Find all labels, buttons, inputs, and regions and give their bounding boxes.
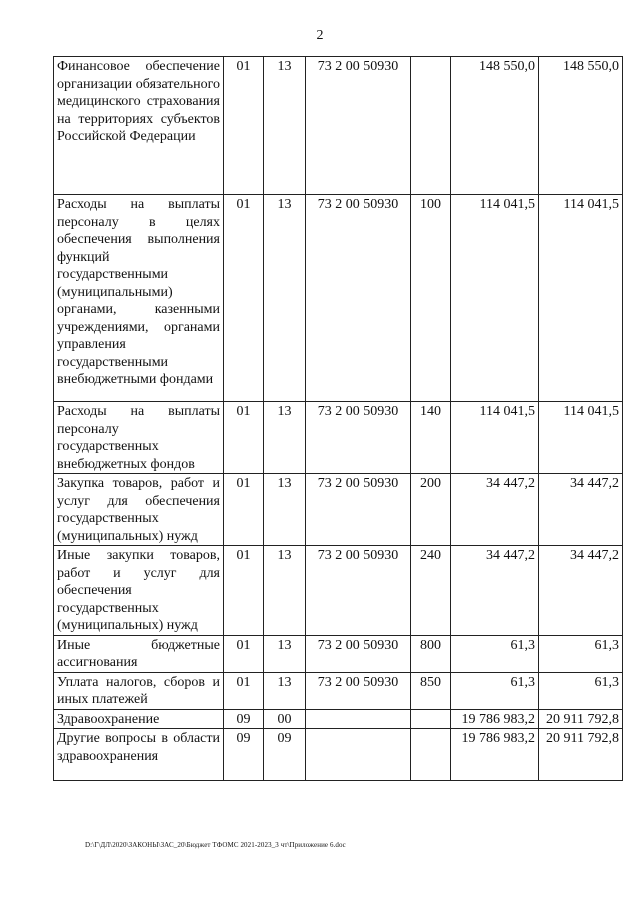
amount-year-1: 34 447,2 xyxy=(451,474,539,546)
target-article-code: 73 2 00 50930 xyxy=(306,635,411,672)
expense-type-code xyxy=(411,57,451,195)
table-row xyxy=(54,729,623,781)
target-article-code: 73 2 00 50930 xyxy=(306,57,411,195)
expense-type-code: 140 xyxy=(411,402,451,474)
subsection-code: 09 xyxy=(264,729,306,781)
amount-year-2: 20 911 792,8 xyxy=(539,729,623,781)
row-name: Уплата налогов, сборов и иных платежей xyxy=(54,672,224,709)
amount-year-2: 114 041,5 xyxy=(539,402,623,474)
expense-type-code: 800 xyxy=(411,635,451,672)
row-name: Иные закупки товаров, работ и услуг для обеспечения государственных (муниципальных) нужд xyxy=(54,546,224,636)
file-path-footer: D:\Г\ДЛ\2020\ЗАКОНЫ\ЗАС_20\Бюджет ТФОМС 2021-2023_3 чт\Приложение 6.doc xyxy=(85,841,346,849)
row-name: Финансовое обеспечение организации обязательного медицинского страхования на территориях субъектов Российской Федерации xyxy=(54,57,224,195)
expense-type-code: 850 xyxy=(411,672,451,709)
expense-type-code: 200 xyxy=(411,474,451,546)
table-row xyxy=(54,195,623,402)
subsection-code: 13 xyxy=(264,474,306,546)
section-code: 01 xyxy=(224,474,264,546)
subsection-code: 13 xyxy=(264,57,306,195)
amount-year-1: 61,3 xyxy=(451,672,539,709)
page-number: 2 xyxy=(316,28,324,43)
target-article-code: 73 2 00 50930 xyxy=(306,474,411,546)
table-row xyxy=(54,402,623,474)
row-name: Расходы на выплаты персоналу государственных внебюджетных фондов xyxy=(54,402,224,474)
subsection-code: 00 xyxy=(264,709,306,729)
amount-year-1: 61,3 xyxy=(451,635,539,672)
subsection-code: 13 xyxy=(264,402,306,474)
target-article-code: 73 2 00 50930 xyxy=(306,672,411,709)
expense-type-code xyxy=(411,729,451,781)
amount-year-2: 34 447,2 xyxy=(539,474,623,546)
section-code: 01 xyxy=(224,672,264,709)
table-row xyxy=(54,546,623,636)
row-name: Иные бюджетные ассигнования xyxy=(54,635,224,672)
target-article-code: 73 2 00 50930 xyxy=(306,546,411,636)
target-article-code: 73 2 00 50930 xyxy=(306,195,411,402)
section-code: 01 xyxy=(224,402,264,474)
amount-year-1: 19 786 983,2 xyxy=(451,729,539,781)
table-row xyxy=(54,709,623,729)
subsection-code: 13 xyxy=(264,195,306,402)
amount-year-1: 19 786 983,2 xyxy=(451,709,539,729)
amount-year-2: 61,3 xyxy=(539,635,623,672)
expense-type-code: 100 xyxy=(411,195,451,402)
section-code: 01 xyxy=(224,195,264,402)
row-name: Расходы на выплаты персоналу в целях обеспечения выполнения функций государственными (муниципальными) органами, казенными учреждениями, органами управления государственными внебюджетными фондами xyxy=(54,195,224,402)
amount-year-1: 114 041,5 xyxy=(451,402,539,474)
amount-year-2: 148 550,0 xyxy=(539,57,623,195)
row-name: Здравоохранение xyxy=(54,709,224,729)
section-code: 09 xyxy=(224,729,264,781)
target-article-code xyxy=(306,709,411,729)
section-code: 01 xyxy=(224,57,264,195)
amount-year-2: 114 041,5 xyxy=(539,195,623,402)
section-code: 01 xyxy=(224,635,264,672)
amount-year-2: 34 447,2 xyxy=(539,546,623,636)
table-row xyxy=(54,672,623,709)
subsection-code: 13 xyxy=(264,635,306,672)
table-row xyxy=(54,57,623,195)
amount-year-1: 34 447,2 xyxy=(451,546,539,636)
table-row xyxy=(54,635,623,672)
amount-year-2: 61,3 xyxy=(539,672,623,709)
target-article-code xyxy=(306,729,411,781)
expense-type-code: 240 xyxy=(411,546,451,636)
section-code: 09 xyxy=(224,709,264,729)
amount-year-1: 114 041,5 xyxy=(451,195,539,402)
section-code: 01 xyxy=(224,546,264,636)
row-name: Закупка товаров, работ и услуг для обеспечения государственных (муниципальных) нужд xyxy=(54,474,224,546)
subsection-code: 13 xyxy=(264,672,306,709)
amount-year-2: 20 911 792,8 xyxy=(539,709,623,729)
row-name: Другие вопросы в области здравоохранения xyxy=(54,729,224,781)
table-row xyxy=(54,474,623,546)
expense-type-code xyxy=(411,709,451,729)
budget-table xyxy=(53,56,623,781)
target-article-code: 73 2 00 50930 xyxy=(306,402,411,474)
subsection-code: 13 xyxy=(264,546,306,636)
amount-year-1: 148 550,0 xyxy=(451,57,539,195)
